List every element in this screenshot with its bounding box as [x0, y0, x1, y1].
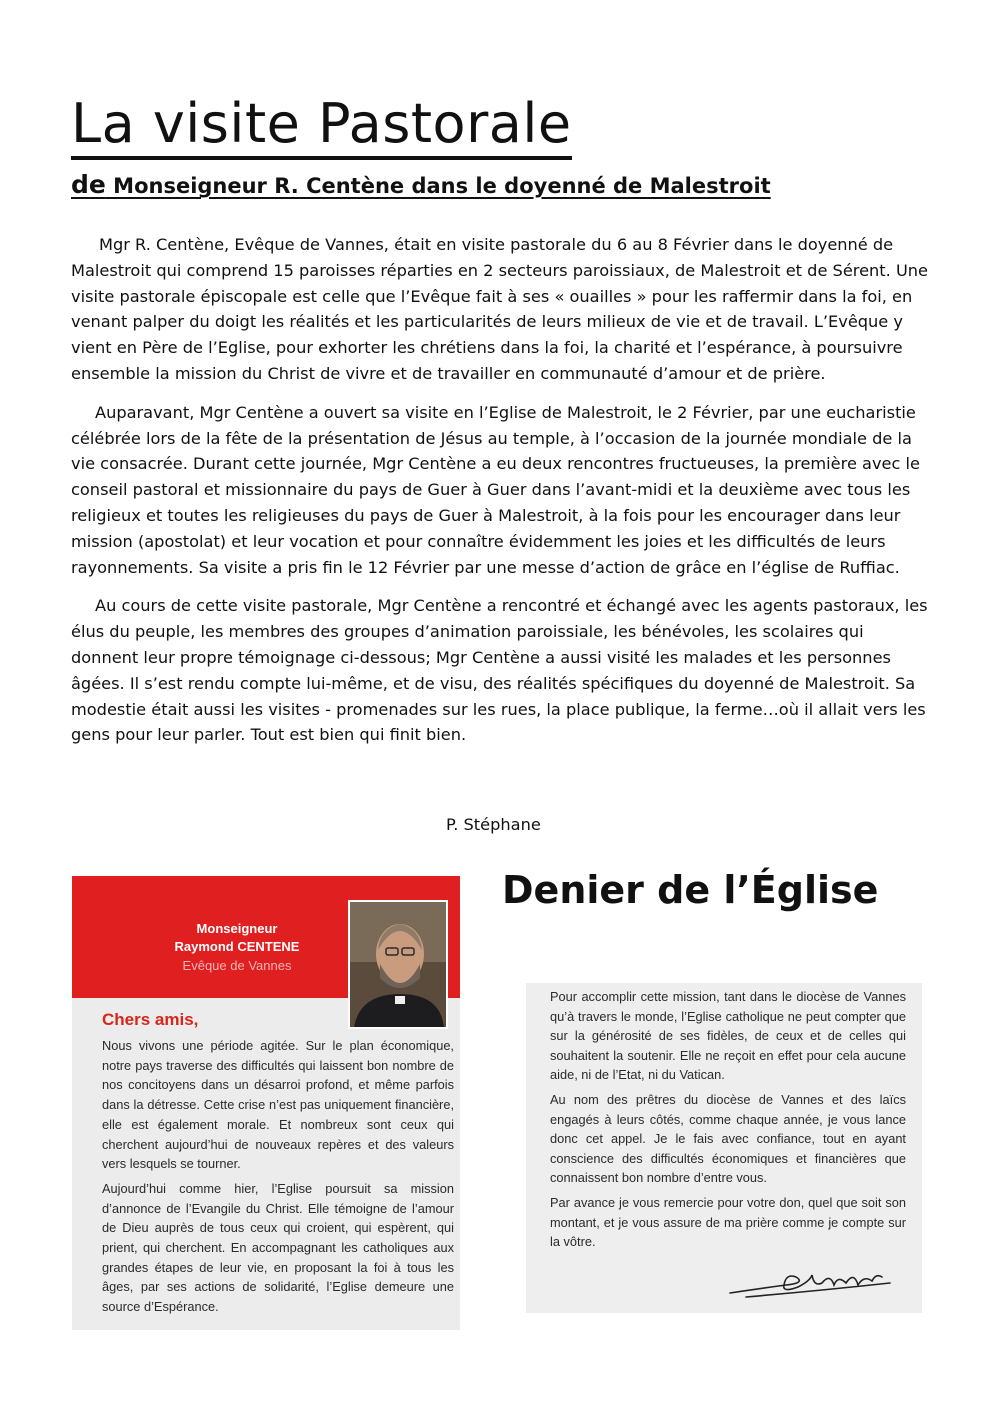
denier-letter-card — [526, 983, 922, 1313]
denier-title: Denier de l’Église — [502, 868, 879, 912]
bishop-name-line1: Monseigneur — [196, 921, 278, 936]
bishop-name-line2: Raymond CENTENE — [174, 939, 300, 954]
denier-body — [550, 987, 906, 1257]
denier-paragraph: Au nom des prêtres du diocèse de Vannes et des laïcs engagés à leurs côtés, comme chaque année, je vous lance donc cet appel. Je le fais avec confiance, tout en ayant conscience des difficultés économiques et financières que connaissent bon nombre d’entre vous. — [550, 1091, 906, 1186]
letter-greeting: Chers amis, — [102, 1010, 199, 1029]
portrait-image — [350, 902, 446, 1027]
article-paragraph: Auparavant, Mgr Centène a ouvert sa visite en l’Eglise de Malestroit, le 2 Février, par une eucharistie célébrée lors de la fête de la présentation de Jésus au temple, à l’occasion de la journée mondiale de la vie consacrée. Durant cette journée, Mgr Centène a eu deux rencontres fructueuses, la première avec le conseil pastoral et missionnaire du pays de Guer à Guer dans l’avant-midi et la deuxième avec tous les religieux et toutes les religieuses du pays de Guer à Malestroit, à la fois pour les encourager dans leur mission (apostolat) et leur vocation et pour connaître évidemment les joies et les difficultés de leurs rayonnements. Sa visite a pris fin le 12 Février par une messe d’action de grâce en l’église de Ruffiac. — [71, 402, 921, 577]
bishop-portrait — [348, 900, 448, 1029]
article-paragraph: Au cours de cette visite pastorale, Mgr Centène a rencontré et échangé avec les agents pastoraux, les élus du peuple, les membres des groupes d’animation paroissiale, les bénévoles, les scolaires qui donnent leur propre témoignage ci-dessous; Mgr Centène a aussi visité les malades et les personnes âgées. Il s’est rendu compte lui-même, et de visu, des réalités spécifiques du doyenné de Malestroit. Sa modestie était aussi les visites - promenades sur les rues, la place publique, la ferme…où il allait vers les gens pour leur parler. Tout est bien qui finit bien. — [71, 596, 928, 745]
denier-paragraph: Pour accomplir cette mission, tant dans le diocèse de Vannes qu’à travers le monde, l’Eglise catholique ne peut compter que sur la générosité de ses fidèles, de ceux et de celles qui souhaitent la soutenir. Elle ne reçoit en effet pour cela aucune aide, ni de l’Etat, ni du Vatican. — [550, 989, 906, 1083]
subtitle-lead: de — [71, 170, 106, 199]
bishop-letter-card — [72, 876, 460, 1330]
subtitle-rest: Monseigneur R. Centène dans le doyenné de Malestroit — [105, 174, 771, 198]
letter-paragraph: Nous vivons une période agitée. Sur le plan économique, notre pays traverse des difficultés qui laissent bon nombre de nos concitoyens dans un désarroi profond, et même parfois dans la détresse. Cette crise n’est pas uniquement financière, elle est également morale. Et nombreux sont ceux qui cherchent aujourd’hui de nouveaux repères et des valeurs vers lesquels se tourner. — [102, 1038, 454, 1172]
letter-body — [102, 1036, 454, 1322]
page-title: La visite Pastorale — [71, 92, 572, 160]
denier-paragraph: Par avance je vous remercie pour votre don, quel que soit son montant, et je vous assure de ma prière comme je compte sur la vôtre. — [550, 1194, 906, 1250]
article-body — [71, 232, 931, 761]
letter-paragraph: Aujourd’hui comme hier, l’Eglise poursuit sa mission d’annonce de l’Evangile du Christ. Elle témoigne de l’amour de Dieu auprès de tous ceux qui croient, qui espèrent, qui prient, qui cherchent. En accompagnant les catholiques aux grandes étapes de leur vie, en proposant la foi à tous les âges, par ses actions de solidarité, l’Eglise demeure une source d’Espérance. — [102, 1180, 454, 1315]
article-signature: P. Stéphane — [446, 815, 541, 834]
article-paragraph: Mgr R. Centène, Evêque de Vannes, était en visite pastorale du 6 au 8 Février dans le doyenné de Malestroit qui comprend 15 paroisses réparties en 2 secteurs paroissiaux, de Malestroit et de Sérent. Une visite pastorale épiscopale est celle que l’Evêque fait à ses « ouailles » pour les raffermir dans la foi, en venant palper du doigt les réalités et les particularités de leurs milieux de vie et de travail. L’Evêque y vient en Père de l’Eglise, pour exhorter les chrétiens dans la foi, la charité et l’espérance, à poursuivre ensemble la mission du Christ de vivre et de travailler en communauté d’amour et de prière. — [71, 235, 929, 383]
bishop-role: Evêque de Vannes — [182, 958, 292, 973]
handwritten-signature — [726, 1263, 896, 1303]
bishop-name — [162, 920, 312, 956]
page-subtitle — [71, 170, 771, 201]
